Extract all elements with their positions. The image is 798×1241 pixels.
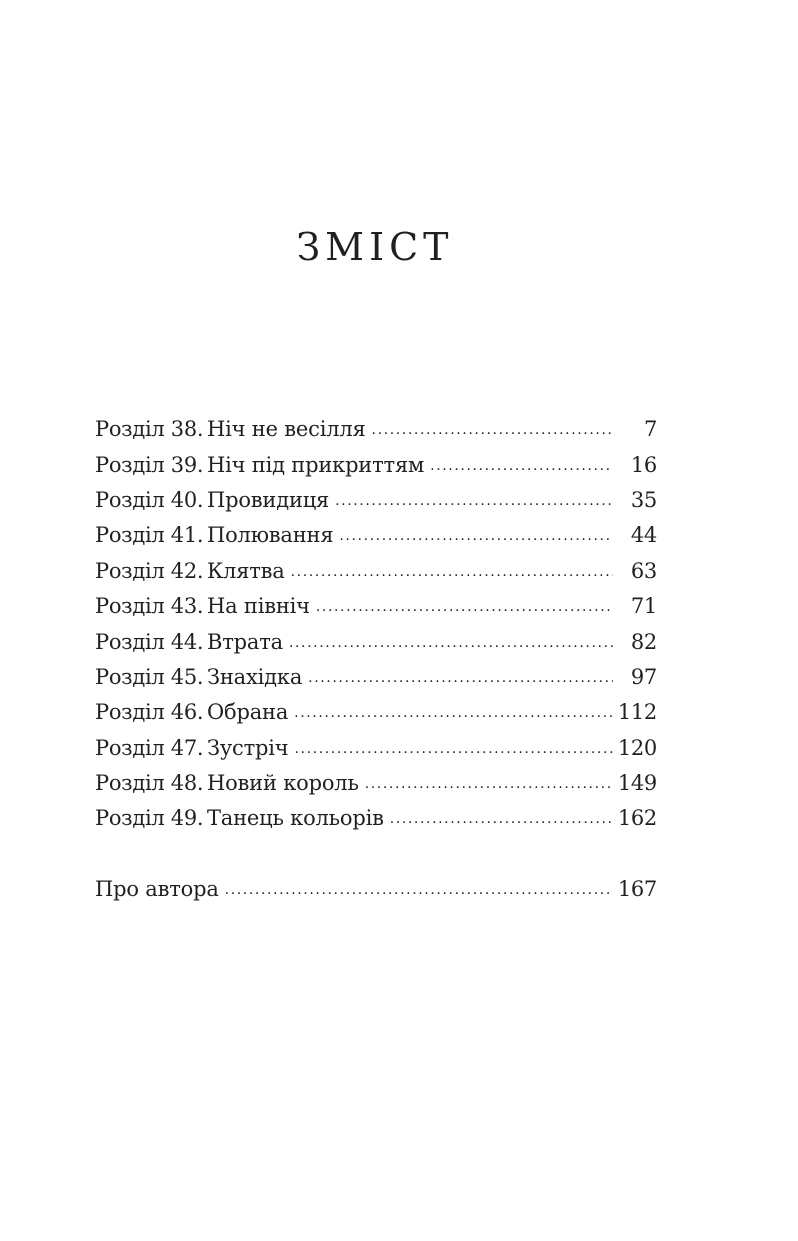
chapter-title: Втрата <box>207 629 283 654</box>
page-number: 149 <box>617 771 657 796</box>
chapter-number: Розділ 45. <box>95 664 204 689</box>
toc-entry[interactable] <box>95 447 657 482</box>
chapter-number: Розділ 43. <box>95 594 204 619</box>
chapter-title: Провидиця <box>207 487 330 512</box>
page-number: 167 <box>617 876 657 901</box>
dot-leader <box>225 872 613 907</box>
chapter-title: Танець кольорів <box>207 806 384 831</box>
dot-leader <box>390 801 613 836</box>
toc-entry[interactable] <box>95 766 657 801</box>
dot-leader <box>308 660 613 695</box>
chapter-number: Розділ 47. <box>95 735 204 760</box>
chapter-number: Розділ 46. <box>95 700 204 725</box>
dot-leader <box>289 625 613 660</box>
page-title: ЗМІСТ <box>296 225 454 269</box>
chapter-title: Ніч не весілля <box>207 417 366 442</box>
section-spacer <box>95 837 657 872</box>
chapter-title: Знахідка <box>207 664 303 689</box>
chapter-number: Розділ 38. <box>95 417 204 442</box>
chapter-number: Розділ 44. <box>95 629 204 654</box>
page-number: 44 <box>630 523 657 548</box>
chapter-title: Обрана <box>207 700 289 725</box>
table-of-contents <box>95 412 657 907</box>
page-number: 162 <box>617 806 657 831</box>
page-number: 97 <box>630 664 657 689</box>
page-number: 120 <box>617 735 657 760</box>
dot-leader <box>339 518 613 553</box>
toc-entry[interactable] <box>95 695 657 730</box>
chapter-number: Розділ 48. <box>95 771 204 796</box>
page-number: 71 <box>630 594 657 619</box>
dot-leader <box>430 448 613 483</box>
chapter-title: Новий король <box>207 771 359 796</box>
dot-leader <box>335 483 613 518</box>
chapter-title: Клятва <box>207 558 285 583</box>
chapter-number: Розділ 42. <box>95 558 204 583</box>
page-number: 112 <box>617 700 657 725</box>
chapter-number: Розділ 49. <box>95 806 204 831</box>
chapter-title: Ніч під прикриттям <box>207 452 425 477</box>
dot-leader <box>365 766 613 801</box>
page-number: 35 <box>630 487 657 512</box>
toc-entry[interactable] <box>95 589 657 624</box>
dot-leader <box>291 554 613 589</box>
toc-entry[interactable] <box>95 624 657 659</box>
toc-entry[interactable] <box>95 554 657 589</box>
page-number: 82 <box>630 629 657 654</box>
toc-entry[interactable] <box>95 801 657 836</box>
toc-entry[interactable] <box>95 483 657 518</box>
dot-leader <box>294 731 613 766</box>
chapter-number: Розділ 39. <box>95 452 204 477</box>
chapter-title: Полювання <box>207 523 334 548</box>
dot-leader <box>372 412 613 447</box>
page-number: 63 <box>630 558 657 583</box>
page-number: 16 <box>630 452 657 477</box>
toc-entry[interactable] <box>95 731 657 766</box>
toc-entry[interactable] <box>95 518 657 553</box>
page-number: 7 <box>643 417 657 442</box>
chapter-title: Зустріч <box>207 735 289 760</box>
dot-leader <box>294 695 613 730</box>
about-author-title: Про автора <box>95 876 219 901</box>
toc-entry[interactable] <box>95 412 657 447</box>
toc-entry-about-author[interactable] <box>95 872 657 907</box>
dot-leader <box>316 589 613 624</box>
chapter-number: Розділ 41. <box>95 523 204 548</box>
chapter-number: Розділ 40. <box>95 487 204 512</box>
chapter-title: На північ <box>207 594 310 619</box>
toc-entry[interactable] <box>95 660 657 695</box>
